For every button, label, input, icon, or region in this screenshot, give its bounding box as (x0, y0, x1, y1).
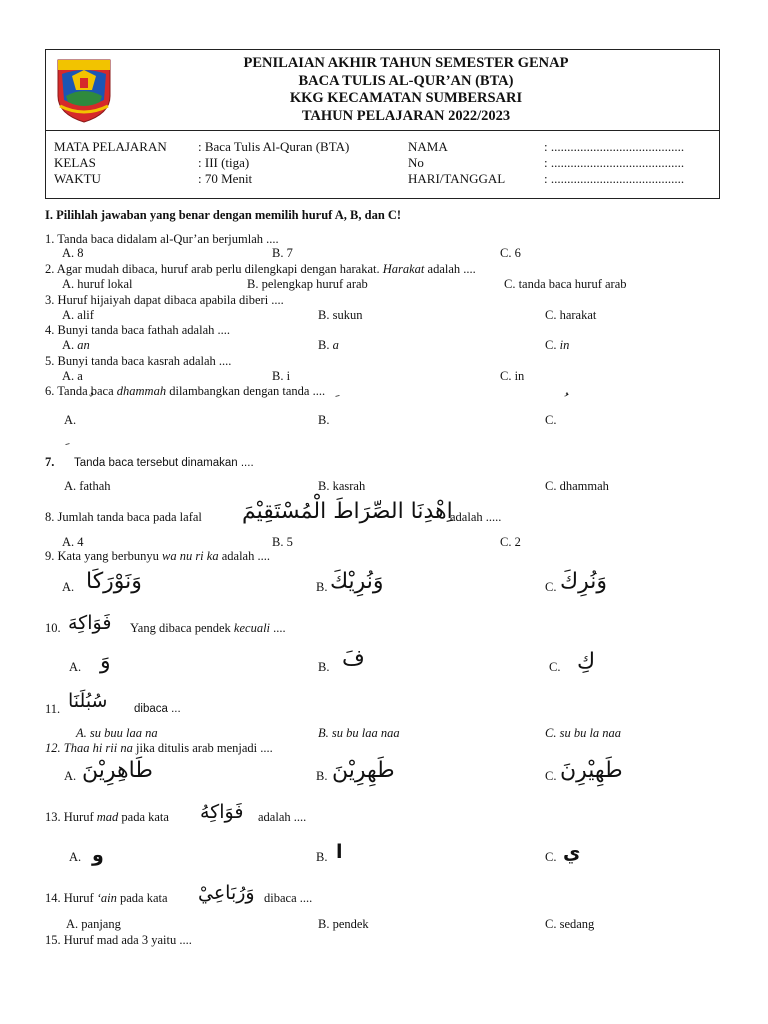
q8-text-pre: 8. Jumlah tanda baca pada lafal (45, 510, 202, 524)
exam-header (45, 49, 720, 199)
q13-arabic-word: فَوَاكِهُ (200, 801, 244, 823)
q3-option-a[interactable]: A. alif (62, 308, 94, 322)
q4-c-label: C. (545, 338, 560, 352)
q13-text-pre: 13. Huruf (45, 810, 97, 824)
exam-title-block (136, 55, 676, 125)
q4-option-b[interactable] (318, 338, 339, 353)
q10-text-post: .... (270, 621, 286, 635)
q9-text-italic: wa nu ri ka (161, 549, 219, 563)
meta-name-field[interactable]: : ......................................... (544, 139, 685, 154)
question-4: 4. Bunyi tanda baca fathah adalah .... (45, 323, 230, 337)
q10-option-a-arabic: وَ (100, 649, 111, 674)
meta-class-label: KELAS (54, 155, 96, 170)
q7-option-c[interactable]: C. dhammah (545, 479, 609, 493)
q10-option-b-arabic: فَ (342, 646, 365, 671)
question-6 (45, 384, 325, 399)
q12-text-italic: 12. Thaa hi rii na (45, 741, 133, 755)
q4-option-a[interactable] (62, 338, 90, 353)
q8-arabic-phrase: اِهْدِنَا الصِّرَاطَ الْمُسْتَقِيْمَ (242, 499, 453, 524)
q14-text-mid: pada kata (116, 891, 168, 905)
q9-option-a[interactable]: A. (62, 580, 75, 594)
q13-option-a[interactable]: A. (69, 850, 82, 864)
q4-b-label: B. (318, 338, 333, 352)
q9-option-a-arabic: وَنَوْرَكَا (86, 569, 142, 594)
question-12 (45, 741, 273, 756)
meta-subject-label: MATA PELAJARAN (54, 139, 167, 154)
q6-option-a[interactable]: A. (64, 413, 77, 427)
q13-option-b[interactable]: B. (316, 850, 328, 864)
q11-arabic-word: سُبُلَنَا (68, 690, 108, 712)
q7-number: 7. (45, 455, 55, 469)
q3-option-b[interactable]: B. sukun (318, 308, 363, 322)
q2-text-post: adalah .... (424, 262, 476, 276)
q13-option-a-arabic: و (92, 844, 104, 866)
title-line-4: TAHUN PELAJARAN 2022/2023 (301, 107, 511, 124)
q4-a-label: A. (62, 338, 78, 352)
question-11: dibaca ... (134, 703, 181, 715)
q9-text-post: adalah .... (218, 549, 270, 563)
q10-option-b[interactable]: B. (318, 660, 330, 674)
q14-text-post: dibaca .... (264, 891, 313, 905)
q9-option-c-arabic: وَنُرِكَ (560, 569, 608, 594)
question-9 (45, 549, 270, 564)
q12-option-b-arabic: طَهِرِيْنَ (332, 758, 395, 783)
q10-option-c[interactable]: C. (549, 660, 561, 674)
title-line-1: PENILAIAN AKHIR TAHUN SEMESTER GENAP (243, 55, 569, 71)
q9-option-c[interactable]: C. (545, 580, 557, 594)
q10-number: 10. (45, 621, 61, 635)
meta-number-label: No (408, 155, 424, 170)
q5-option-c[interactable]: C. in (500, 369, 525, 383)
q9-text-pre: 9. Kata yang berbunyu (45, 549, 162, 563)
q11-option-a[interactable]: A. su buu laa na (76, 726, 158, 740)
q12-option-b[interactable]: B. (316, 769, 328, 783)
meta-number-field[interactable]: : ......................................... (544, 155, 685, 170)
q1-option-a[interactable]: A. 8 (62, 246, 84, 260)
q4-b-value: a (332, 338, 339, 352)
header-divider (46, 130, 719, 131)
q11-option-b[interactable]: B. su bu laa naa (318, 726, 400, 740)
q6-option-c[interactable]: C. (545, 413, 557, 427)
q4-c-value: in (559, 338, 570, 352)
q6-text-post: dilambangkan dengan tanda .... (166, 384, 326, 398)
q6-text-italic: dhammah (116, 384, 167, 398)
q9-option-b[interactable]: B. (316, 580, 328, 594)
q9-option-b-arabic: وَنُرِيْكَ (330, 569, 384, 594)
q11-number: 11. (45, 702, 61, 716)
q10-text-italic: kecuali (233, 621, 271, 635)
q4-option-c[interactable] (545, 338, 569, 353)
q12-option-a[interactable]: A. (64, 769, 77, 783)
meta-subject-value: : Baca Tulis Al-Quran (BTA) (198, 139, 350, 154)
meta-time-value: : 70 Menit (198, 171, 253, 186)
q14-arabic-word: وَرُبَاعِيْ (198, 882, 255, 904)
q12-option-c-arabic: طَهِيْرِنَ (560, 758, 623, 783)
q11-option-c[interactable]: C. su bu la naa (545, 726, 622, 740)
q8-option-b[interactable]: B. 5 (272, 535, 293, 549)
q14-option-c[interactable]: C. sedang (545, 917, 595, 931)
q13-text-mid: pada kata (118, 810, 169, 824)
question-13 (45, 810, 169, 825)
q2-text-italic: Harakat (382, 262, 425, 276)
q2-option-a[interactable]: A. huruf lokal (62, 277, 133, 291)
q13-option-b-arabic: ا (336, 841, 343, 863)
q12-option-c[interactable]: C. (545, 769, 557, 783)
district-emblem-icon (54, 56, 114, 124)
question-3: 3. Huruf hijaiyah dapat dibaca apabila diberi .... (45, 293, 284, 307)
section-instruction: I. Pilihlah jawaban yang benar dengan memilih huruf A, B, dan C! (45, 208, 402, 222)
q6-option-b[interactable]: B. (318, 413, 330, 427)
question-1: 1. Tanda baca didalam al-Qur’an berjumlah .... (45, 232, 279, 246)
q5-option-b[interactable]: B. i (272, 369, 291, 383)
question-10 (130, 621, 286, 636)
q4-a-value: an (77, 338, 90, 352)
question-14 (45, 891, 168, 906)
q2-option-b[interactable]: B. pelengkap huruf arab (247, 277, 368, 291)
q12-option-a-arabic: طَاهِرِيْنَ (82, 758, 153, 783)
meta-date-field[interactable]: : ......................................... (544, 171, 685, 186)
q1-option-b[interactable]: B. 7 (272, 246, 293, 260)
meta-date-label: HARI/TANGGAL (408, 171, 506, 186)
q7-option-b[interactable]: B. kasrah (318, 479, 366, 493)
q8-option-c[interactable]: C. 2 (500, 535, 521, 549)
q8-option-a[interactable]: A. 4 (62, 535, 84, 549)
question-2 (45, 262, 476, 277)
q2-text-pre: 2. Agar mudah dibaca, huruf arab perlu dilengkapi dengan harakat. (45, 262, 383, 276)
q7-option-a[interactable]: A. fathah (64, 479, 111, 493)
meta-class-value: : III (tiga) (198, 155, 250, 170)
q6-text-pre: 6. Tanda baca (45, 384, 117, 398)
q13-text-italic: mad (96, 810, 119, 824)
q14-text-pre: 14. Huruf (45, 891, 97, 905)
title-line-2: BACA TULIS AL-QUR’AN (BTA) (298, 72, 514, 89)
q2-option-c[interactable]: C. tanda baca huruf arab (504, 277, 627, 291)
meta-time-label: WAKTU (54, 171, 101, 186)
question-15: 15. Huruf mad ada 3 yaitu .... (45, 933, 192, 947)
q14-option-b[interactable]: B. pendek (318, 917, 369, 931)
q12-text-post: jika ditulis arab menjadi .... (132, 741, 273, 755)
q3-option-c[interactable]: C. harakat (545, 308, 597, 322)
q13-option-c-arabic: ي (563, 842, 581, 864)
q14-option-a[interactable]: A. panjang (66, 917, 121, 931)
question-7: Tanda baca tersebut dinamakan .... (74, 457, 254, 469)
q13-option-c[interactable]: C. (545, 850, 557, 864)
q10-option-a[interactable]: A. (69, 660, 82, 674)
q1-option-c[interactable]: C. 6 (500, 246, 521, 260)
q8-text-post: adalah ..... (450, 510, 502, 524)
question-5: 5. Bunyi tanda baca kasrah adalah .... (45, 354, 232, 368)
q5-option-a[interactable]: A. a (62, 369, 83, 383)
q14-text-italic: ‘ain (96, 891, 117, 905)
q13-text-post: adalah .... (258, 810, 307, 824)
q10-text-pre: Yang dibaca pendek (130, 621, 234, 635)
meta-name-label: NAMA (408, 139, 448, 154)
title-line-3: KKG KECAMATAN SUMBERSARI (289, 90, 523, 106)
q10-arabic-word: فَوَاكِهَ (68, 612, 112, 634)
q10-option-c-arabic: كِ (577, 649, 596, 674)
